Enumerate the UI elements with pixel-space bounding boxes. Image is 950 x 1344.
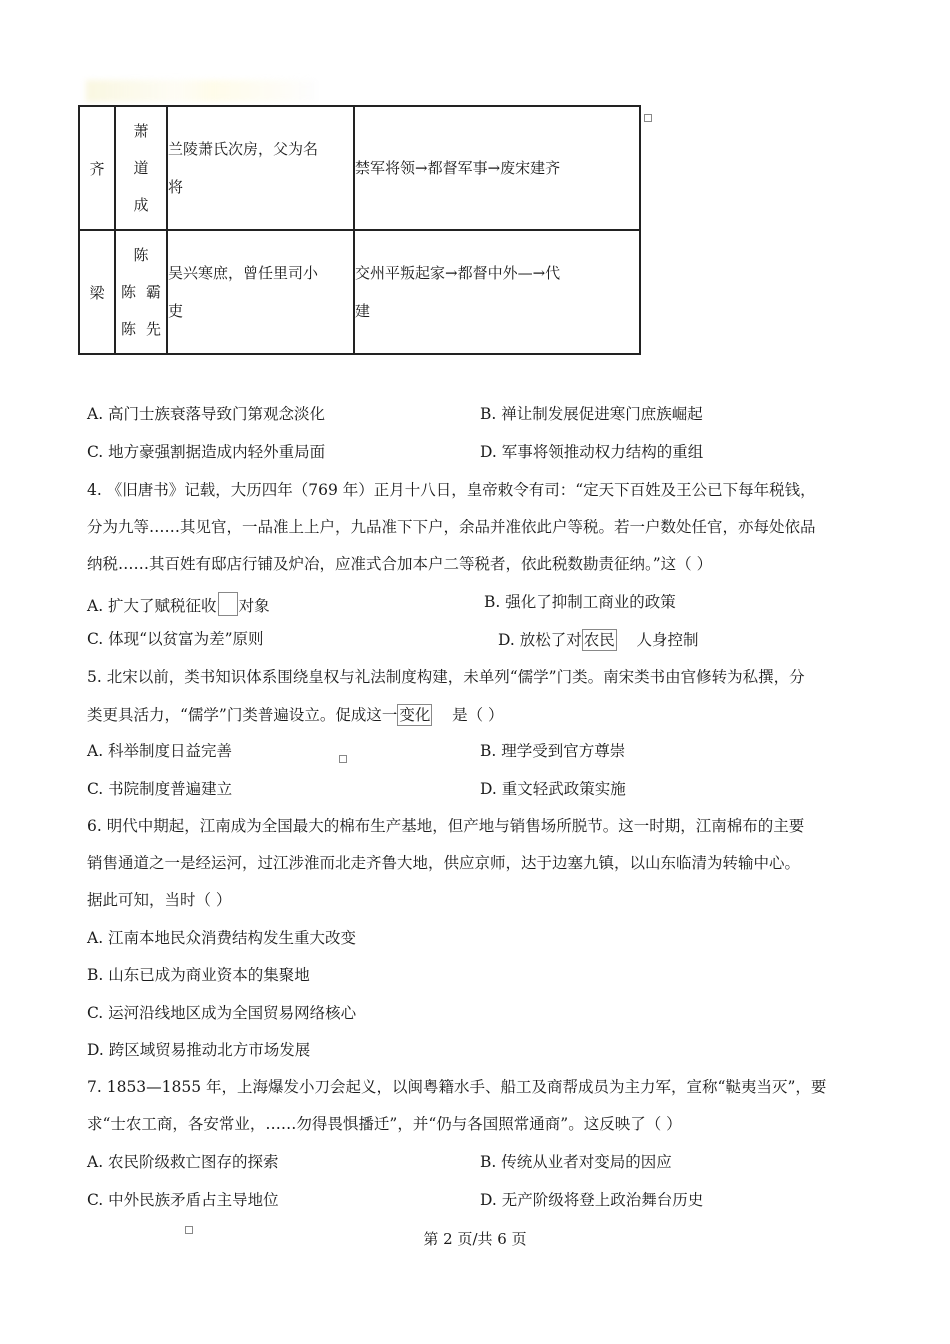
q7-stem-line: 求“士农工商，各安常业，……勿得畏惧播迁”，并“仍与各国照常通商”。这反映了（ ） (87, 1115, 682, 1133)
q6-stem-line: 销售通道之一是经运河，过江涉淮而北走齐鲁大地，供应京师，达于边塞九镇，以山东临清为转输中心。 (87, 854, 801, 872)
dynasty-founders-table (78, 105, 641, 355)
q4-stem-line: 分为九等……其见官，一品准上上户，九品准下下户，余品并准依此户等税。若一户数处任官，亦每处依品 (87, 518, 816, 536)
q6-option-b[interactable]: B. 山东已成为商业资本的集聚地 (87, 966, 310, 984)
career-path-cell: 禁军将领→都督军事→废宋建齐 (354, 106, 640, 230)
table-row (79, 230, 640, 354)
q4-stem-line: 4. 《旧唐书》记载，大历四年（769 年）正月十八日，皇帝敕令有司：“定天下百姓及王公已下每年税钱， (87, 481, 816, 499)
q3-option-a[interactable]: A. 高门士族衰落导致门第观念淡化 (87, 405, 326, 423)
q4-option-a[interactable]: A. 扩大了赋税征收 对象 (87, 592, 270, 616)
q5-stem-line: 类更具活力，“儒学”门类普遍设立。促成这一 变化 是（ ） (87, 706, 504, 724)
q4-option-c[interactable]: C. 体现“以贫富为差”原则 (87, 630, 264, 648)
q6-option-d[interactable]: D. 跨区域贸易推动北方市场发展 (87, 1041, 311, 1059)
q5-option-d[interactable]: D. 重文轻武政策实施 (480, 780, 626, 798)
blurred-header-remnant (86, 80, 316, 102)
q6-option-c[interactable]: C. 运河沿线地区成为全国贸易网络核心 (87, 1004, 357, 1022)
dynasty-cell: 齐 (79, 106, 115, 230)
founder-name-cell: 萧 道 成 (115, 106, 167, 230)
q4-stem-line: 纳税……其百姓有邸店行铺及炉冶，应准式合加本户二等税者，依此税数勘责征纳。”这（ ） (87, 555, 713, 573)
q3-option-d[interactable]: D. 军事将领推动权力结构的重组 (480, 443, 704, 461)
q7-option-c[interactable]: C. 中外民族矛盾占主导地位 (87, 1191, 279, 1209)
q6-stem-line: 6. 明代中期起，江南成为全国最大的棉布生产基地，但产地与销售场所脱节。这一时期，江南棉布的主要 (87, 817, 805, 835)
q6-option-a[interactable]: A. 江南本地民众消费结构发生重大改变 (87, 929, 357, 947)
origin-cell: 吴兴寒庶，曾任里司小 吏 (167, 230, 354, 354)
q5-option-c[interactable]: C. 书院制度普遍建立 (87, 780, 233, 798)
q7-stem-line: 7. 1853—1855 年，上海爆发小刀会起义，以闽粤籍水手、船工及商帮成员为主力军，宣称“鞑夷当灭”，要 (87, 1078, 827, 1096)
dynasty-cell: 梁 (79, 230, 115, 354)
blank-box (218, 592, 238, 616)
q7-option-d[interactable]: D. 无产阶级将登上政治舞台历史 (480, 1191, 704, 1209)
origin-cell: 兰陵萧氏次房，父为名 将 (167, 106, 354, 230)
table-row (79, 106, 640, 230)
q6-stem-line: 据此可知，当时（ ） (87, 891, 232, 909)
q7-option-a[interactable]: A. 农民阶级救亡图存的探索 (87, 1153, 279, 1171)
founder-name-cell: 陈 陈 霸 陈 先 (115, 230, 167, 354)
q4-option-d[interactable]: D. 放松了对 农民 人身控制 (498, 631, 699, 649)
placeholder-mark-icon (644, 114, 652, 122)
q4-option-b[interactable]: B. 强化了抑制工商业的政策 (484, 593, 676, 611)
q5-option-a[interactable]: A. 科举制度日益完善 (87, 742, 233, 760)
q5-option-b[interactable]: B. 理学受到官方尊崇 (480, 742, 626, 760)
placeholder-mark-icon (339, 755, 347, 763)
q7-option-b[interactable]: B. 传统从业者对变局的因应 (480, 1153, 672, 1171)
page-footer: 第 2 页/共 6 页 (423, 1230, 527, 1248)
q5-stem-line: 5. 北宋以前，类书知识体系围绕皇权与礼法制度构建，未单列“儒学”门类。南宋类书由官修转为私撰，分 (87, 668, 805, 686)
q3-option-b[interactable]: B. 禅让制发展促进寒门庶族崛起 (480, 405, 703, 423)
q3-option-c[interactable]: C. 地方豪强割据造成内轻外重局面 (87, 443, 326, 461)
career-path-cell: 交州平叛起家→都督中外—→代 建 (354, 230, 640, 354)
